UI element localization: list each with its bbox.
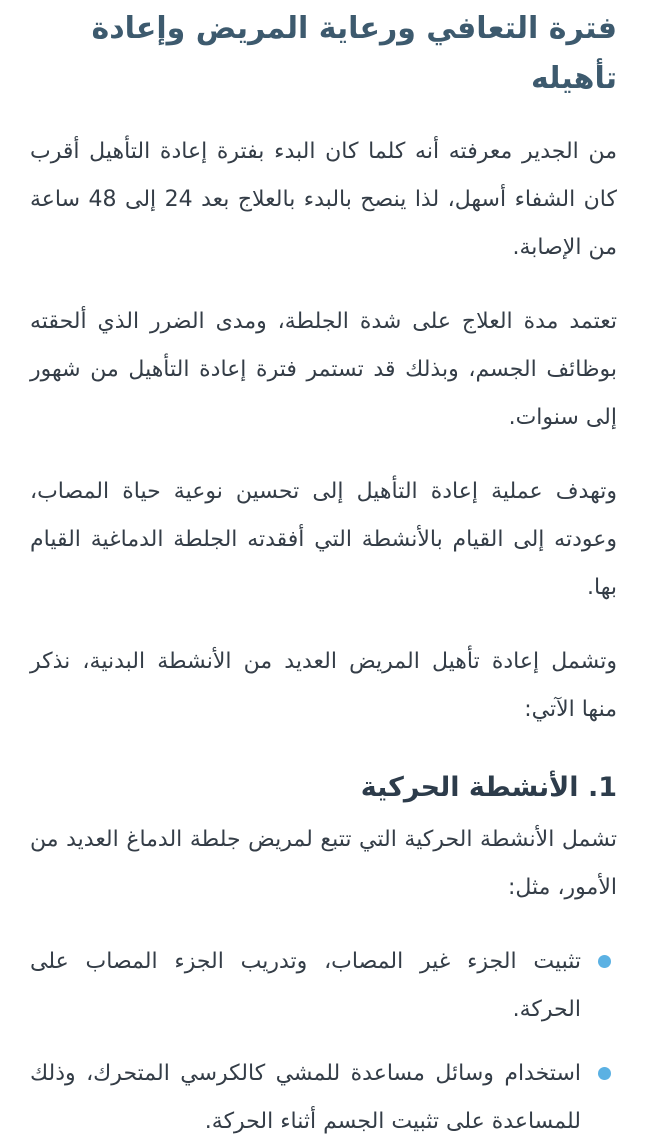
bullet-dot-icon xyxy=(598,1067,611,1080)
bullet-dot-icon xyxy=(598,955,611,968)
bullet-list xyxy=(30,938,617,1146)
paragraph-rehab-activities-lead: وتشمل إعادة تأهيل المريض العديد من الأنشطة البدنية، نذكر منها الآتي: xyxy=(30,649,617,722)
paragraph-treatment-duration: تعتمد مدة العلاج على شدة الجلطة، ومدى الضرر الذي ألحقته بوظائف الجسم، وبذلك قد تستمر فترة إعادة التأهيل من شهور إلى سنوات. xyxy=(30,309,617,430)
list-item xyxy=(30,938,617,1034)
page-title: فترة التعافي ورعاية المريض وإعادة تأهيله xyxy=(91,11,617,96)
list-item-text: استخدام وسائل مساعدة للمشي كالكرسي المتحرك، وذلك للمساعدة على تثبيت الجسم أثناء الحركة. xyxy=(30,1061,581,1134)
list-item-text: تثبيت الجزء غير المصاب، وتدريب الجزء المصاب على الحركة. xyxy=(30,949,581,1022)
section-heading-motor-activities: 1. الأنشطة الحركية xyxy=(360,772,617,803)
list-item xyxy=(30,1050,617,1146)
paragraph-rehab-start-timing: من الجدير معرفته أنه كلما كان البدء بفترة إعادة التأهيل أقرب كان الشفاء أسهل، لذا ينصح بالبدء بالعلاج بعد 24 إلى 48 ساعة من الإصابة. xyxy=(30,139,617,260)
section-intro-text: تشمل الأنشطة الحركية التي تتبع لمريض جلطة الدماغ العديد من الأمور، مثل: xyxy=(30,827,617,900)
paragraph-rehab-goal: وتهدف عملية إعادة التأهيل إلى تحسين نوعية حياة المصاب، وعودته إلى القيام بالأنشطة التي أفقدته الجلطة الدماغية القيام بها. xyxy=(30,479,617,600)
